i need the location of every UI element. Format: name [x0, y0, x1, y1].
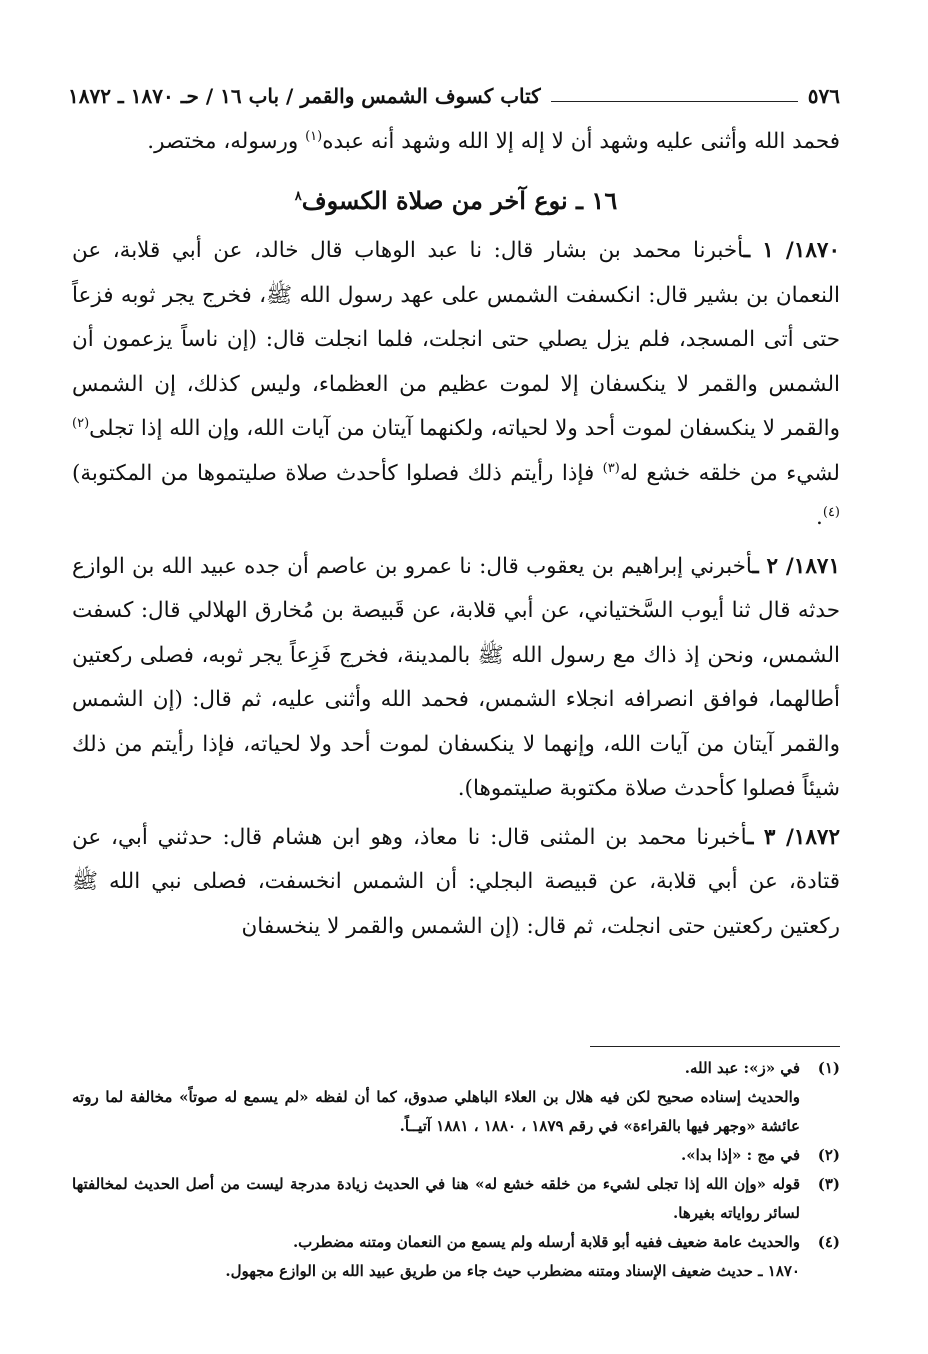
running-head: [68, 78, 840, 108]
hadith-text: فإذا رأيتم ذلك فصلوا كأحدث صلاة صليتموها من المكتوبة): [72, 460, 603, 486]
footnote-3: [72, 1170, 840, 1228]
footnote-2: [72, 1141, 840, 1170]
footnote-ref-4: (٤): [822, 504, 840, 520]
hadith-text: أخبرنا محمد بن بشار قال: نا عبد الوهاب قال خالد، عن أبي قلابة، عن النعمان بن بشير قال: انكسفت الشمس على عهد رسول الله ﷺ، فخرج يجر ثوبه فزعاً حتى أتى المسجد، فلم يزل يصلي حتى انجلت، فلما انجلت قال: (إن ناساً يزعمون أن الشمس والقمر لا ينكسفان إلا لموت عظيم من العظماء، وليس كذلك، إن الشمس والقمر لا ينكسفان لموت أحد ولا لحياته، ولكنهما آيتان من آيات الله، وإن الله إذا تجلى: [72, 238, 840, 441]
footnote-1-continued: والحديث إسناده صحيح لكن فيه هلال بن العلاء الباهلي صدوق، كما أن لفظه «لم يسمع له صوتاً» مخالفة لما روته عائشة «وجهر فيها بالقراءة» في رقم ١٨٧٩ ، ١٨٨٠ ، ١٨٨١ آتيــاً.: [72, 1088, 800, 1135]
intro-tail: ورسوله، مختصر.: [147, 129, 306, 154]
footnote-ref-1: (١): [305, 128, 323, 144]
hadith-1871: [72, 545, 840, 812]
footnote-text: والحديث عامة ضعيف ففيه أبو قلابة أرسله ولم يسمع من النعمان ومتنه مضطرب.: [292, 1233, 800, 1251]
hadith-1872: [72, 816, 840, 950]
footnote-number: (٢): [817, 1146, 840, 1164]
hadith-1870: [72, 229, 840, 541]
footnote-rule: [590, 1046, 840, 1047]
footnote-ref-2: (٢): [72, 415, 90, 431]
hadith-text: لشيء من خلقه خشع له: [619, 460, 840, 486]
running-title: كتاب كسوف الشمس والقمر / باب ١٦ / حـ ١٨٧٠ ـ ١٨٧٢: [68, 84, 541, 108]
hadith-number: ١٨٧٠/ ١ ـ: [743, 238, 840, 263]
footnote-ref-3: (٣): [602, 460, 620, 476]
footnotes: [72, 1054, 840, 1286]
grading-note: ١٨٧٠ ـ حديث ضعيف الإسناد ومتنه مضطرب حيث جاء من طريق عبيد الله بن الوازع مجهول.: [225, 1262, 800, 1280]
main-text: [72, 120, 840, 949]
hadith-number: ١٨٧٢/ ٣ ـ: [747, 824, 840, 850]
hadith-number: ١٨٧١/ ٢ ـ: [752, 553, 840, 579]
hadith-text: .: [816, 505, 823, 530]
intro-text: فحمد الله وأثنى عليه وشهد أن لا إله إلا الله وشهد أنه عبده: [322, 129, 840, 154]
hadith-text: أخبرني إبراهيم بن يعقوب قال: نا عمرو بن عاصم أن جده عبيد الله بن الوازع حدثه قال ثنا أيوب السَّختياني، عن أبي قلابة، عن قَبيصة بن مُخارق الهلالي قال: كسفت الشمس، ونحن إذ ذاك مع رسول الله ﷺ بالمدينة، فخرج فَزِعاً يجر ثوبه، فصلى ركعتين أطالهما، فوافق انصرافه انجلاء الشمس، فحمد الله وأثنى عليه، ثم قال: (إن الشمس والقمر آيتان من آيات الله، وإنهما لا ينكسفان لموت أحد ولا لحياته، فإذا رأيتم من ذلك شيئاً فصلوا كأحدث صلاة مكتوبة صليتموها).: [72, 553, 840, 801]
page-number: ٥٧٦: [807, 84, 840, 108]
chapter-heading: [72, 179, 840, 224]
footnote-text: في «ز»: عبد الله.: [684, 1059, 800, 1077]
footnote-4: [72, 1228, 840, 1257]
footnote-number: (٣): [817, 1175, 840, 1193]
footnote-number: (١): [817, 1059, 840, 1077]
heading-text: ١٦ ـ نوع آخر من صلاة الكسوف: [301, 185, 618, 215]
footnote-number: (٤): [817, 1233, 840, 1251]
footnote-1: [72, 1054, 840, 1083]
heading-ref: ٨: [294, 188, 302, 204]
footnote-text: قوله «وإن الله إذا تجلى لشيء من خلقه خشع له» هنا في الحديث زيادة مدرجة ليست من أصل الحديث لمخالفتها لسائر رواياته بغيرها.: [72, 1175, 800, 1222]
intro-paragraph: [72, 120, 840, 165]
hadith-text: أخبرنا محمد بن المثنى قال: نا معاذ، وهو ابن هشام قال: حدثني أبي، عن قتادة، عن أبي قلابة، عن قبيصة البجلي: أن الشمس انخسفت، فصلى نبي الله ﷺ ركعتين ركعتين حتى انجلت، ثم قال: (إن الشمس والقمر لا ينخسفان: [72, 824, 840, 939]
header-rule: [551, 101, 798, 102]
footnote-text: في مج : «إذا بدا».: [680, 1146, 800, 1164]
